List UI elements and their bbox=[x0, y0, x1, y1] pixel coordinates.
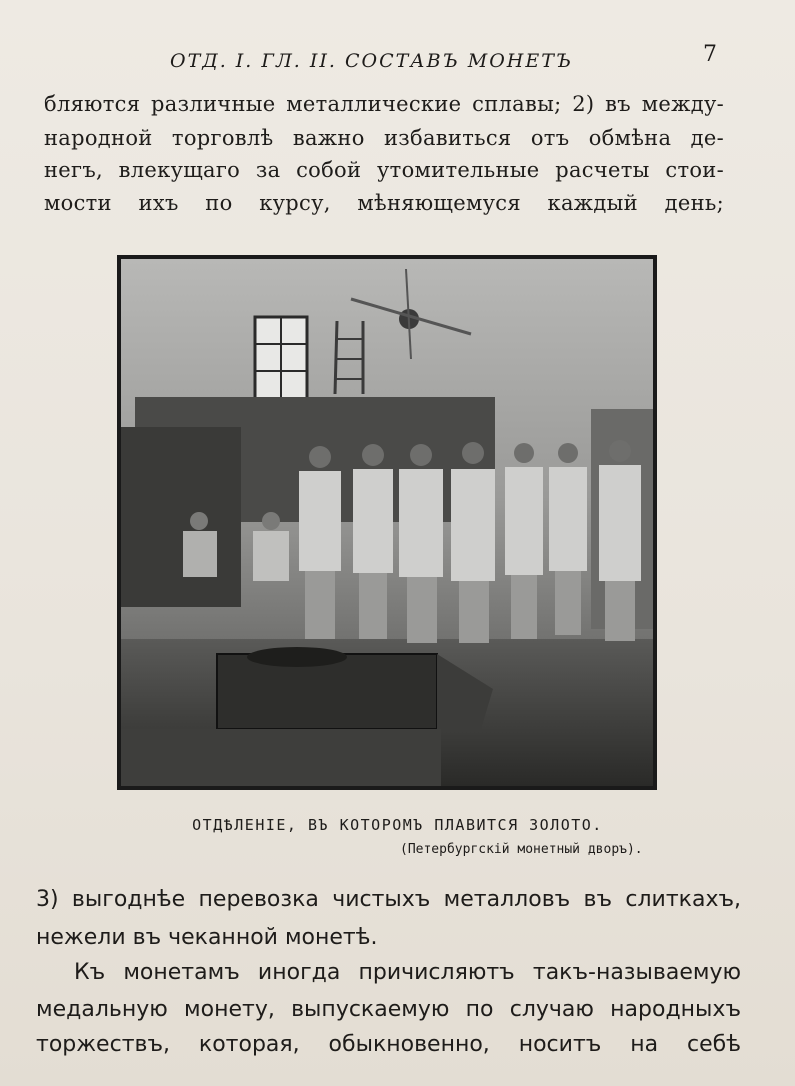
text-line: Къ монетамъ иногда причисляютъ такъ-называемую bbox=[74, 960, 741, 985]
figure-caption: ОТДѢЛЕНІЕ, ВЪ КОТОРОМЪ ПЛАВИТСЯ ЗОЛОТО. bbox=[192, 816, 603, 834]
running-head: ОТД. I. ГЛ. II. СОСТАВЪ МОНЕТЪ bbox=[170, 50, 574, 72]
text-line: медальную монету, выпускаемую по случаю народныхъ bbox=[36, 997, 741, 1022]
text-line: негъ, влекущаго за собой утомительные расчеты стои- bbox=[44, 158, 724, 182]
text-line: торжествъ, которая, обыкновенно, носитъ на себѣ bbox=[36, 1032, 741, 1057]
text-line: нежели въ чеканной монетѣ. bbox=[36, 925, 378, 950]
text-line: народной торговлѣ важно избавиться отъ обмѣна де- bbox=[44, 126, 724, 150]
page-header bbox=[0, 42, 795, 82]
figure-subcaption: (Петербургскій монетный дворъ). bbox=[400, 842, 643, 857]
photo-figure bbox=[117, 255, 657, 790]
text-line: бляются различные металлические сплавы; 2) въ между- bbox=[44, 92, 724, 116]
foundry-workers-photo bbox=[121, 259, 653, 786]
page-number: 7 bbox=[703, 42, 717, 67]
text-line: мости ихъ по курсу, мѣняющемуся каждый день; bbox=[44, 191, 724, 215]
text-line: 3) выгоднѣе перевозка чистыхъ металловъ въ слиткахъ, bbox=[36, 887, 741, 912]
